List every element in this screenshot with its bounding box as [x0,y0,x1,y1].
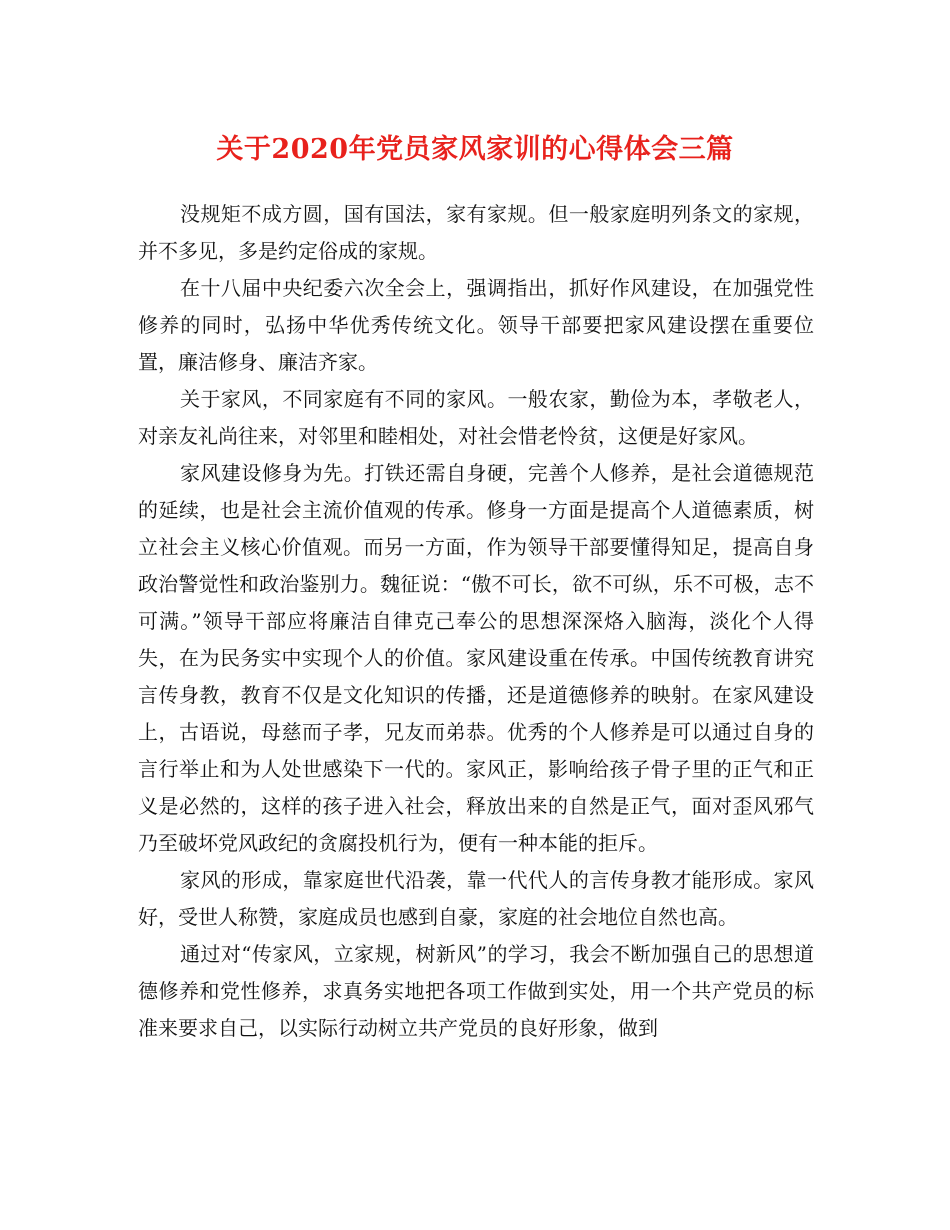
paragraph-4: 家风建设修身为先。打铁还需自身硬，完善个人修养，是社会道德规范的延续，也是社会主流价值观的传承。修身一方面是提高个人道德素质，树立社会主义核心价值观。而另一方面，作为领导干部要懂得知足，提高自身政治警觉性和政治鉴别力。魏征说：“傲不可长，欲不可纵，乐不可极，志不可满。”领导干部应将廉洁自律克己奉公的思想深深烙入脑海，淡化个人得失，在为民务实中实现个人的价值。家风建设重在传承。中国传统教育讲究言传身教，教育不仅是文化知识的传播，还是道德修养的映射。在家风建设上，古语说，母慈而子孝，兄友而弟恭。优秀的个人修养是可以通过自身的言行举止和为人处世感染下一代的。家风正，影响给孩子骨子里的正气和正义是必然的，这样的孩子进入社会，释放出来的自然是正气，面对歪风邪气乃至破坏党风政纪的贪腐投机行为，便有一种本能的拒斥。 [138,461,814,855]
paragraph-6: 通过对“传家风，立家规，树新风”的学习，我会不断加强自己的思想道德修养和党性修养，求真务实地把各项工作做到实处，用一个共产党员的标准来要求自己，以实际行动树立共产党员的良好形象，做到 [138,942,814,1040]
paragraph-3: 关于家风，不同家庭有不同的家风。一般农家，勤俭为本，孝敬老人，对亲友礼尚往来，对邻里和睦相处，对社会惜老怜贫，这便是好家风。 [138,387,814,448]
paragraph-2: 在十八届中央纪委六次全会上，强调指出，抓好作风建设，在加强党性修养的同时，弘扬中华优秀传统文化。领导干部要把家风建设摆在重要位置，廉洁修身、廉洁齐家。 [138,276,814,374]
document-body [138,196,814,1047]
paragraph-1: 没规矩不成方圆，国有国法，家有家规。但一般家庭明列条文的家规，并不多见，多是约定俗成的家规。 [138,202,814,263]
paragraph-5: 家风的形成，靠家庭世代沿袭，靠一代代人的言传身教才能形成。家风好，受世人称赞，家庭成员也感到自豪，家庭的社会地位自然也高。 [138,868,814,929]
document-title: 关于2020年党员家风家训的心得体会三篇 [216,134,734,165]
